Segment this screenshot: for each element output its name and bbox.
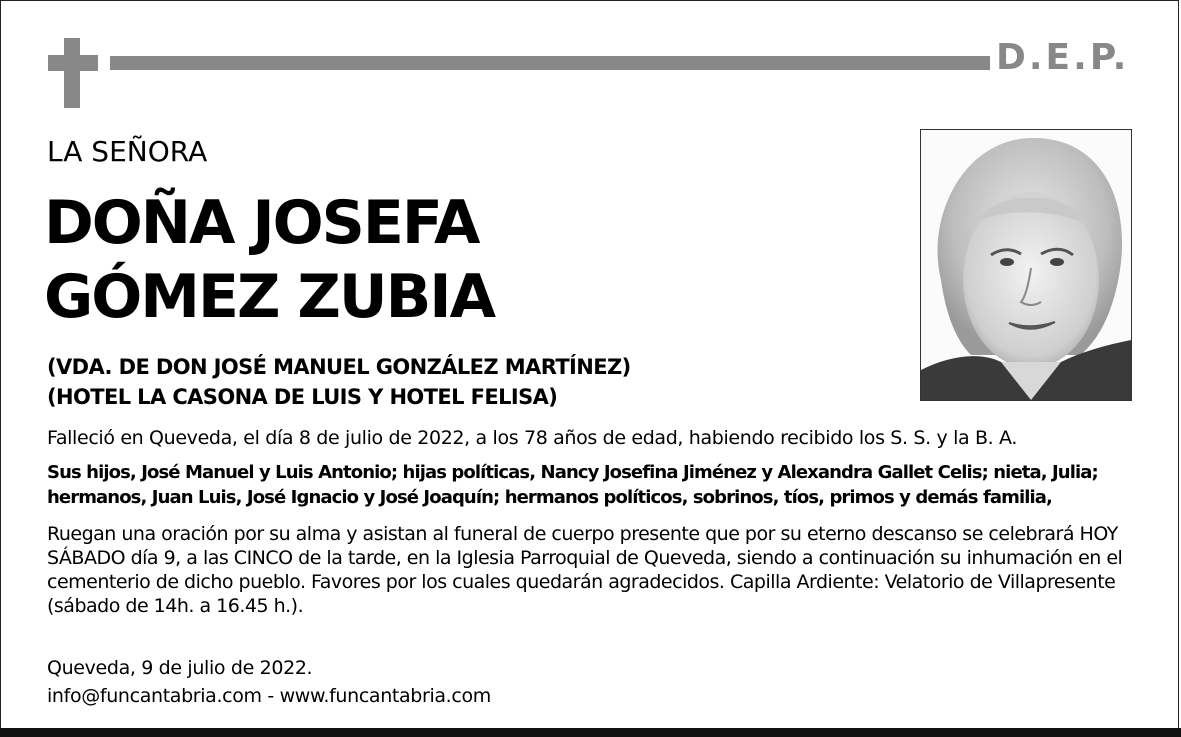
funeral-details: Ruegan una oración por su alma y asistan al funeral de cuerpo presente que por su eterno descanso se celebrará HOY SÁBADO día 9, a las CINCO de la tarde, en la Iglesia Parroquial de Queveda, siendo a continuación su inhumación en el cementerio de dicho pueblo. Favores por los cuales quedarán agradecidos. Capilla Ardiente: Velatorio de Villapresente (sábado de 14h. a 16.45 h.). xyxy=(47,523,1123,617)
place-date: Queveda, 9 de julio de 2022. xyxy=(47,657,313,679)
dep-mark: D.E.P. xyxy=(996,37,1130,78)
cross-icon xyxy=(64,38,80,108)
portrait-image xyxy=(921,130,1131,400)
hotel-note: (HOTEL LA CASONA DE LUIS Y HOTEL FELISA) xyxy=(47,385,558,409)
contact-line: info@funcantabria.com - www.funcantabria.com xyxy=(47,685,491,707)
portrait-photo xyxy=(920,129,1132,401)
cross-icon-bar xyxy=(48,55,98,71)
family-list: Sus hijos, José Manuel y Luis Antonio; hijas políticas, Nancy Josefina Jiménez y Alexandra Gallet Celis; nieta, Julia; hermanos, Juan Luis, José Ignacio y José Joaquín; hermanos políticos, sobrinos, tíos, primos y demás familia, xyxy=(47,462,1098,508)
honorific-title: LA SEÑORA xyxy=(47,135,208,168)
deceased-name-line1: DOÑA JOSEFA xyxy=(44,188,479,258)
death-notice: Falleció en Queveda, el día 8 de julio de 2022, a los 78 años de edad, habiendo recibido los S. S. y la B. A. xyxy=(47,427,1018,449)
header-rule xyxy=(110,56,990,70)
footer-rule xyxy=(0,728,1181,737)
widow-note: (VDA. DE DON JOSÉ MANUEL GONZÁLEZ MARTÍNEZ) xyxy=(47,355,631,379)
deceased-name-line2: GÓMEZ ZUBIA xyxy=(44,262,495,332)
